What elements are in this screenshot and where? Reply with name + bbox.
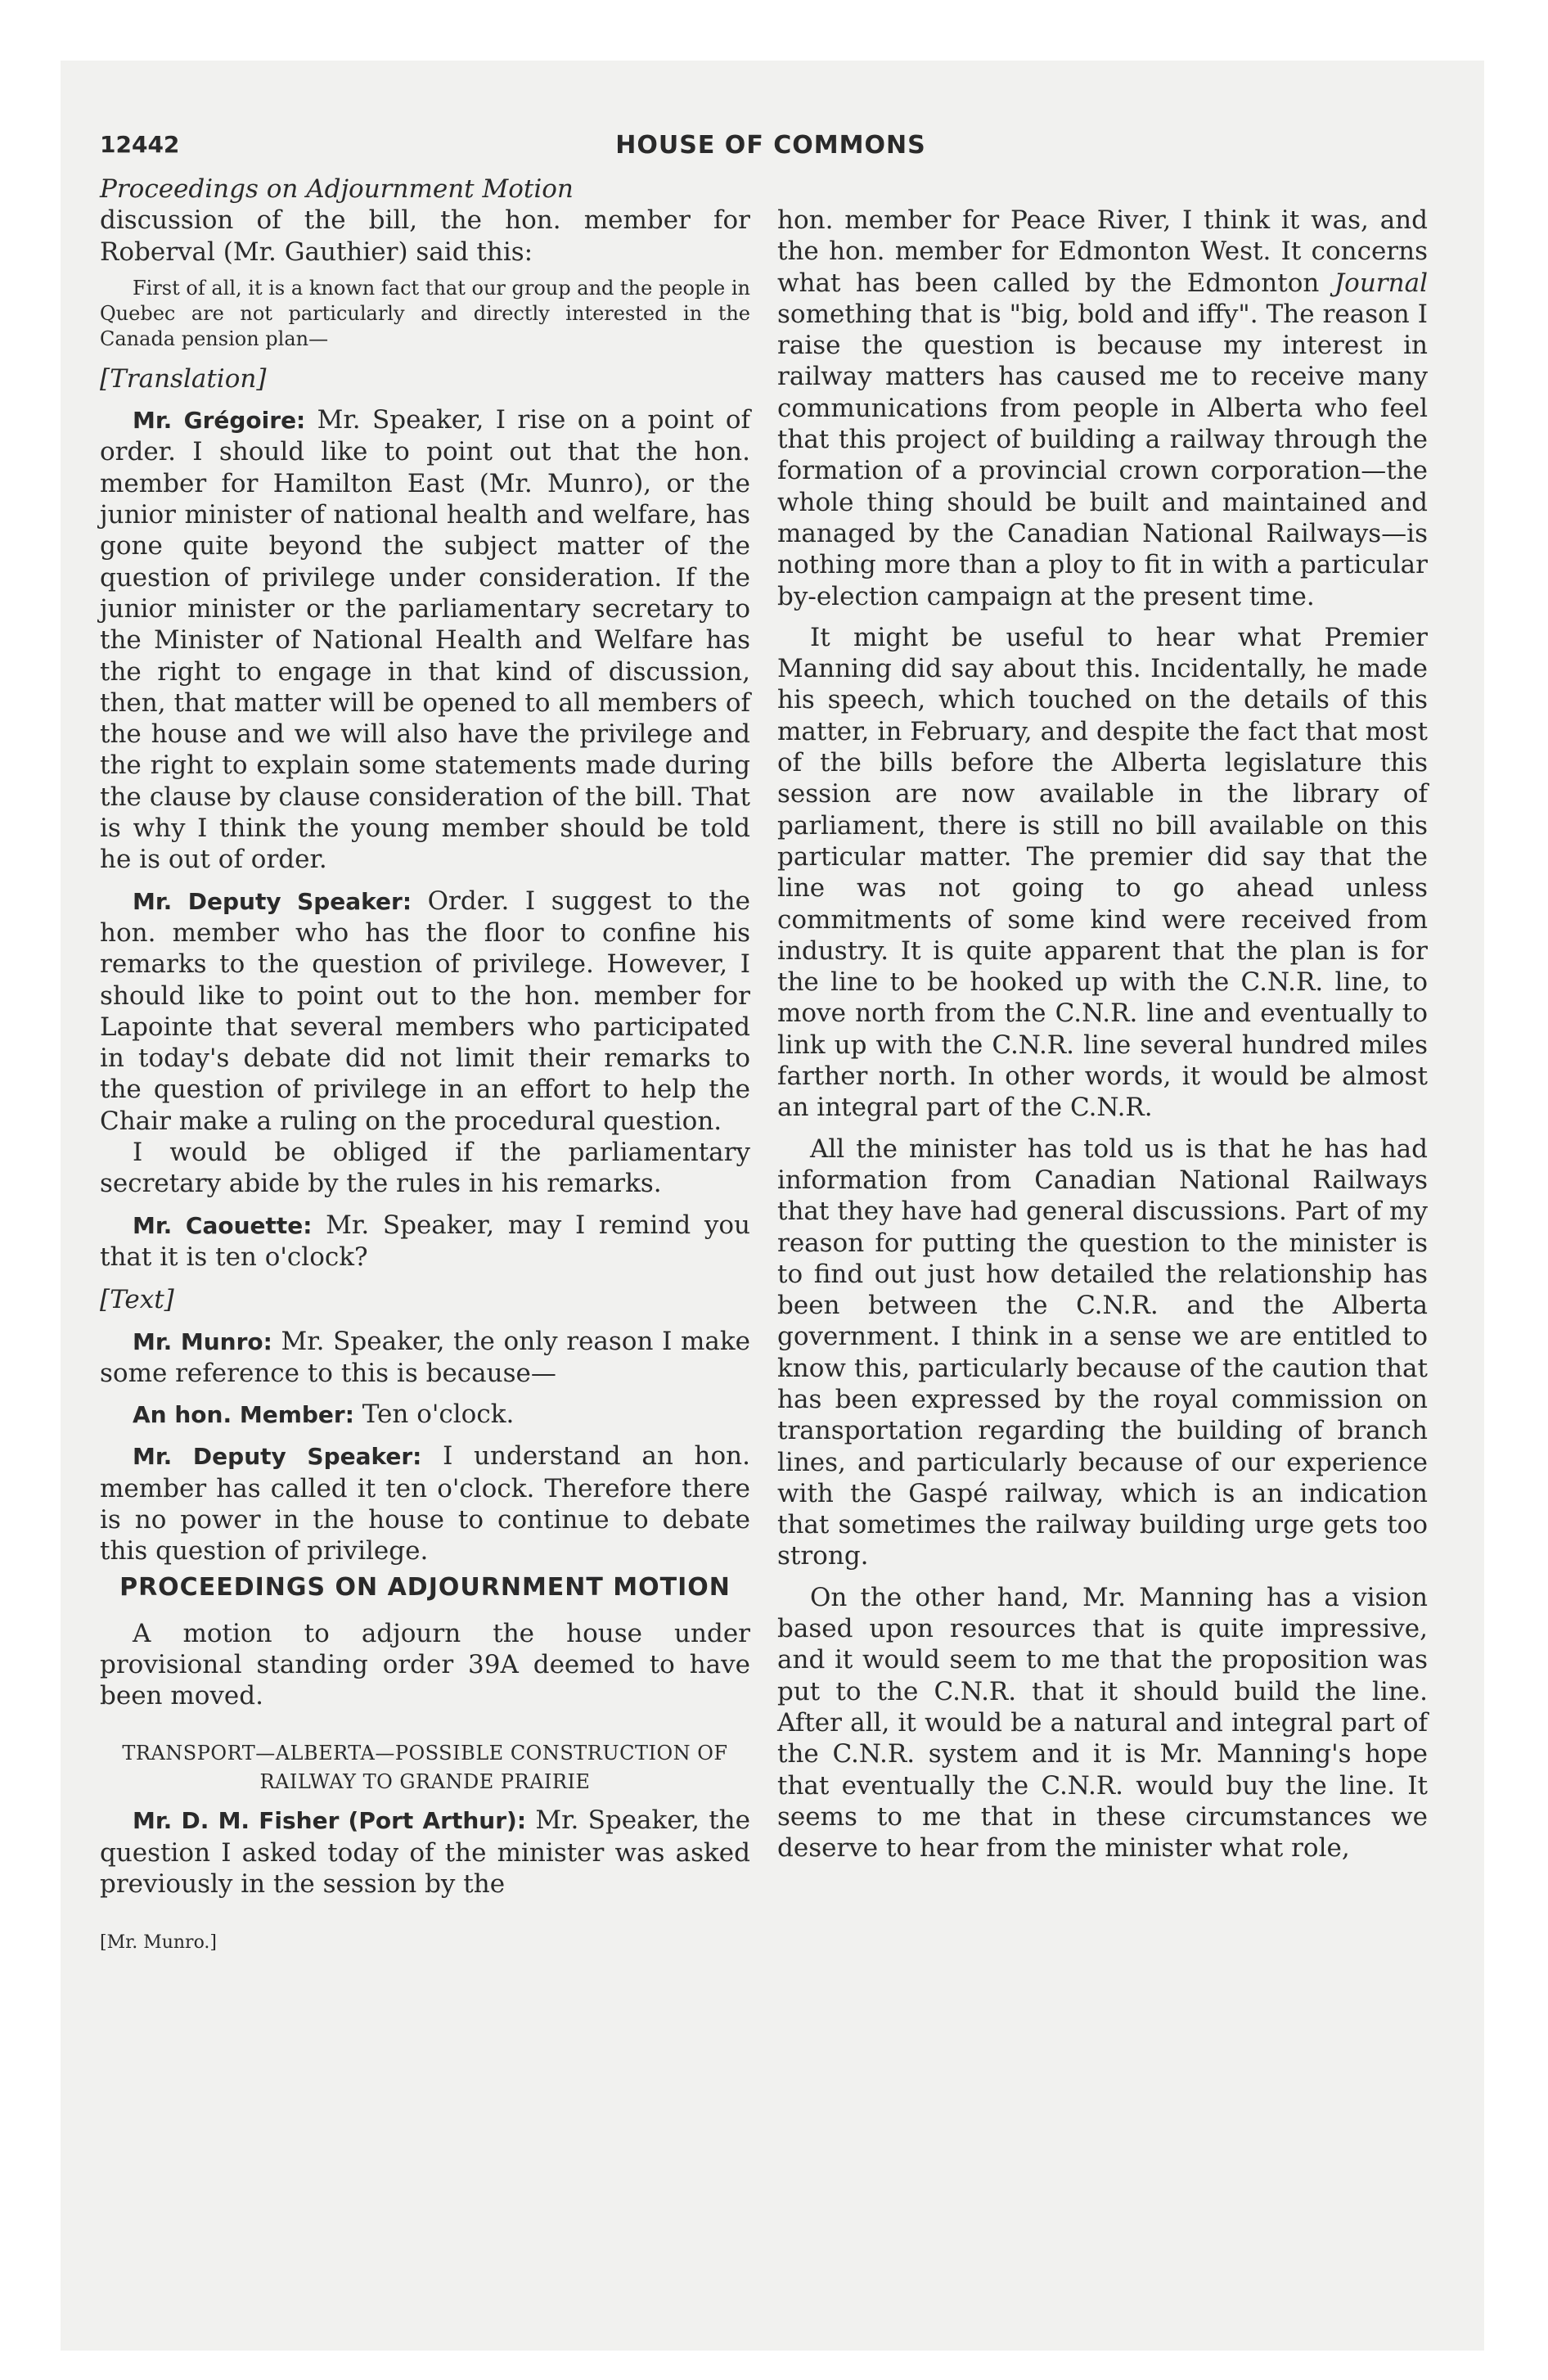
translation-label: [Translation] <box>100 363 267 394</box>
speech-munro: Mr. Munro: Mr. Speaker, the only reason I make some reference to this is because— <box>100 1326 750 1388</box>
paragraph: discussion of the bill, the hon. member for Roberval (Mr. Gauthier) said this: <box>100 205 750 267</box>
paragraph: A motion to adjourn the house under provisional standing order 39A deemed to have been moved. <box>100 1618 750 1711</box>
speaker-name: Mr. Deputy Speaker: <box>133 1443 422 1471</box>
right-column <box>777 205 1428 1864</box>
paragraph: I would be obliged if the parliamentary secretary abide by the rules in his remarks. <box>100 1138 750 1199</box>
footer-note: [Mr. Munro.] <box>100 1932 218 1954</box>
running-head: Proceedings on Adjournment Motion <box>100 174 574 204</box>
speech-deputy-speaker: Mr. Deputy Speaker: I understand an hon. member has called it ten o'clock. Therefore there is no power in the house to continue to debate this question of privilege. <box>100 1441 750 1566</box>
paragraph: hon. member for Peace River, I think it was, and the hon. member for Edmonton West. It concerns what has been called by the Edmonton Journal something that is "big, bold and iffy". The reason I raise the question is because my interest in railway matters has caused me to receive many communications from people in Alberta who feel that this project of building a railway through the formation of a provincial crown corporation—the whole thing should be built and maintained and managed by the Canadian National Railways—is nothing more than a ploy to fit in with a particular by-election campaign at the present time. <box>777 205 1428 611</box>
paragraph: It might be useful to hear what Premier Manning did say about this. Incidentally, he made his speech, which touched on the details of this matter, in February, and despite the fact that most of the bills before the Alberta legislature this session are now available in the library of parliament, there is still no bill available on this particular matter. The premier did say that the line was not going to go ahead unless commitments of some kind were received from industry. It is quite apparent that the plan is for the line to be hooked up with the C.N.R. line, to move north from the C.N.R. line and eventually to link up with the C.N.R. line several hundred miles farther north. In other words, it would be almost an integral part of the C.N.R. <box>777 622 1428 1123</box>
speaker-name: Mr. Caouette: <box>133 1211 313 1239</box>
page-number: 12442 <box>100 131 180 158</box>
speech-deputy-speaker: Mr. Deputy Speaker: Order. I suggest to the hon. member who has the floor to confine his remarks to the question of privilege. However, I should like to point out to the hon. member for Lapointe that several members who participated in today's debate did not limit their remarks to the question of privilege in an effort to help the Chair make a ruling on the procedural question. <box>100 886 750 1136</box>
speaker-name: Mr. Munro: <box>133 1327 272 1355</box>
sub-heading: TRANSPORT—ALBERTA—POSSIBLE CONSTRUCTION OF RAILWAY TO GRANDE PRAIRIE <box>122 1742 728 1794</box>
section-heading: PROCEEDINGS ON ADJOURNMENT MOTION <box>119 1572 731 1602</box>
publication-name: Journal <box>1334 268 1428 298</box>
paragraph: All the minister has told us is that he has had information from Canadian National Railways that they have had general discussions. Part of my reason for putting the question to the minister is to find out just how detailed the relationship has been between the C.N.R. and the Alberta government. I think in a sense we are entitled to know this, particularly because of the caution that has been expressed by the royal commission on transportation regarding the building of branch lines, and particularly because of our experience with the Gaspé railway, which is an indication that sometimes the railway building urge gets too strong. <box>777 1134 1428 1571</box>
text-label: [Text] <box>100 1285 174 1315</box>
speaker-name: Mr. Grégoire: <box>133 407 306 435</box>
page-title: HOUSE OF COMMONS <box>615 131 926 160</box>
block-quote: First of all, it is a known fact that our group and the people in Quebec are not particularly and directly interested in the Canada pension plan— <box>100 276 750 350</box>
page-header <box>100 131 1442 172</box>
speech-gregoire: Mr. Grégoire: Mr. Speaker, I rise on a point of order. I should like to point out that the hon. member for Hamilton East (Mr. Munro), or the junior minister of national health and welfare, has gone quite beyond the subject matter of the question of privilege under consideration. If the junior minister or the parliamentary secretary to the Minister of National Health and Welfare has the right to engage in that kind of discussion, then, that matter will be opened to all members of the house and we will also have the privilege and the right to explain some statements made during the clause by clause consideration of the bill. That is why I think the young member should be told he is out of order. <box>100 405 751 875</box>
speech-caouette: Mr. Caouette: Mr. Speaker, may I remind you that it is ten o'clock? <box>100 1210 750 1272</box>
speaker-name: Mr. Deputy Speaker: <box>133 887 412 915</box>
speech-fisher: Mr. D. M. Fisher (Port Arthur): Mr. Speaker, the question I asked today of the minister was asked previously in the session by the <box>100 1805 750 1900</box>
left-column <box>100 174 750 1959</box>
paragraph: On the other hand, Mr. Manning has a vision based upon resources that is quite impressive, and it would seem to me that the proposition was put to the C.N.R. that it should build the line. After all, it would be a natural and integral part of the C.N.R. system and it is Mr. Manning's hope that eventually the C.N.R. would buy the line. It seems to me that in these circumstances we deserve to hear from the minister what role, <box>777 1582 1428 1864</box>
speech-hon-member: An hon. Member: Ten o'clock. <box>133 1400 515 1430</box>
speaker-name: An hon. Member: <box>133 1401 354 1429</box>
speaker-name: Mr. D. M. Fisher (Port Arthur): <box>133 1807 527 1835</box>
